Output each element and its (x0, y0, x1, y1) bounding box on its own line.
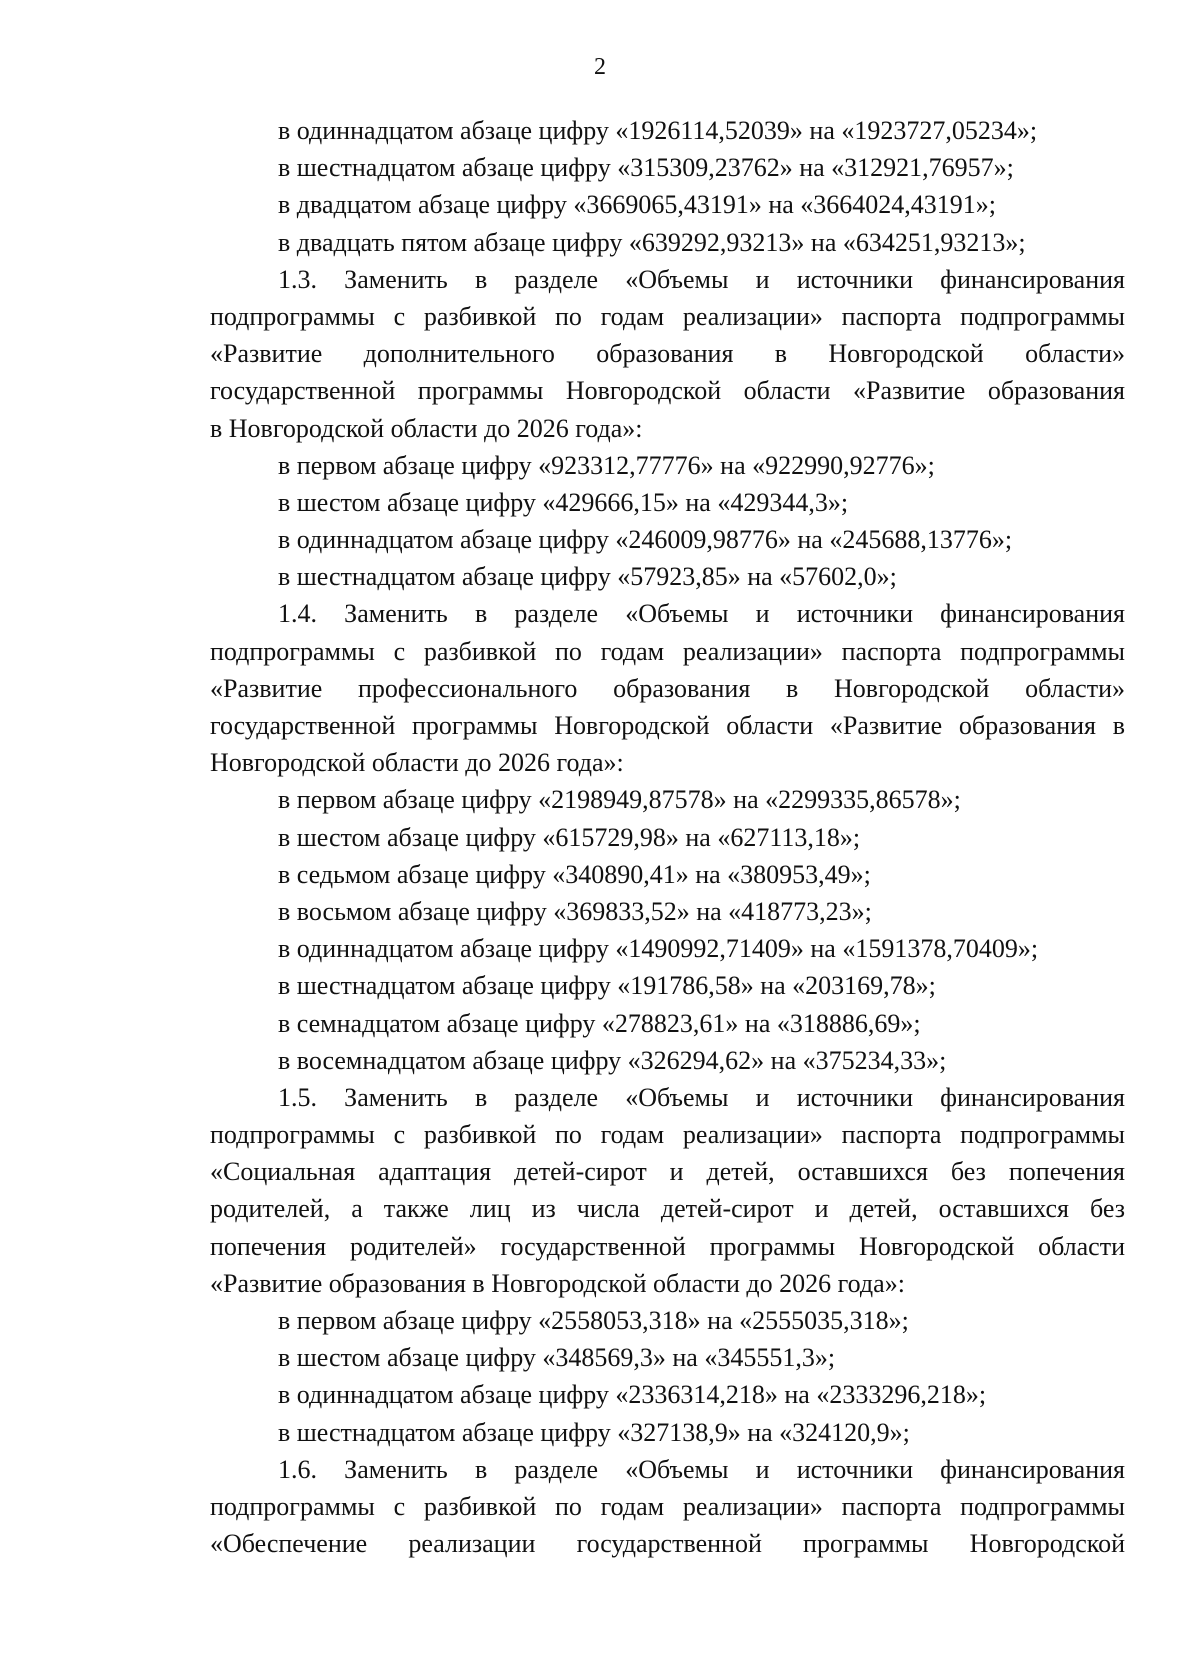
text-line: в одиннадцатом абзаце цифру «246009,98776» на «245688,13776»; (278, 525, 1013, 555)
paragraph-heading-line: 1.4. Заменить в разделе «Объемы и источники финансирования (278, 599, 1125, 629)
text-line: «Обеспечение реализации государственной программы Новгородской (210, 1529, 1125, 1559)
text-line: попечения родителей» государственной программы Новгородской области (210, 1231, 1125, 1261)
text-line: в первом абзаце цифру «923312,77776» на «922990,92776»; (278, 450, 935, 480)
text-line: в восьмом абзаце цифру «369833,52» на «418773,23»; (278, 896, 872, 926)
text-line: в одиннадцатом абзаце цифру «2336314,218» на «2333296,218»; (278, 1380, 987, 1410)
text-line: подпрограммы с разбивкой по годам реализации» паспорта подпрограммы (210, 1120, 1125, 1150)
text-line: подпрограммы с разбивкой по годам реализации» паспорта подпрограммы (210, 1491, 1125, 1521)
text-line: подпрограммы с разбивкой по годам реализации» паспорта подпрограммы (210, 636, 1125, 666)
text-line: в шестнадцатом абзаце цифру «327138,9» на «324120,9»; (278, 1417, 910, 1447)
text-line: «Социальная адаптация детей-сирот и детей, оставшихся без попечения (210, 1157, 1125, 1187)
text-line: в шестнадцатом абзаце цифру «315309,23762» на «312921,76957»; (278, 153, 1014, 183)
text-line: «Развитие дополнительного образования в Новгородской области» (210, 339, 1125, 369)
text-line: в шестнадцатом абзаце цифру «191786,58» на «203169,78»; (278, 971, 936, 1001)
text-line: Новгородской области до 2026 года»: (210, 748, 624, 778)
text-line: в семнадцатом абзаце цифру «278823,61» на «318886,69»; (278, 1008, 921, 1038)
text-line: в шестом абзаце цифру «429666,15» на «429344,3»; (278, 487, 849, 517)
page-number: 2 (594, 54, 606, 80)
text-line: «Развитие образования в Новгородской области до 2026 года»: (210, 1268, 905, 1298)
text-line: в седьмом абзаце цифру «340890,41» на «380953,49»; (278, 859, 871, 889)
text-line: в одиннадцатом абзаце цифру «1926114,52039» на «1923727,05234»; (278, 116, 1038, 145)
text-line: в шестом абзаце цифру «348569,3» на «345551,3»; (278, 1343, 836, 1373)
text-line: в шестом абзаце цифру «615729,98» на «627113,18»; (278, 822, 861, 852)
text-line: в Новгородской области до 2026 года»: (210, 413, 643, 443)
text-line: в первом абзаце цифру «2558053,318» на «2555035,318»; (278, 1306, 909, 1335)
text-line: государственной программы Новгородской области «Развитие образования в (210, 711, 1125, 740)
text-line: в одиннадцатом абзаце цифру «1490992,71409» на «1591378,70409»; (278, 934, 1039, 964)
text-line: родителей, а также лиц из числа детей-сирот и детей, оставшихся без (210, 1194, 1125, 1224)
paragraph-heading-line: 1.6. Заменить в разделе «Объемы и источники финансирования (278, 1454, 1125, 1484)
text-line: в шестнадцатом абзаце цифру «57923,85» на «57602,0»; (278, 562, 897, 592)
text-line: подпрограммы с разбивкой по годам реализации» паспорта подпрограммы (210, 301, 1125, 331)
text-line: государственной программы Новгородской области «Развитие образования (210, 376, 1125, 406)
text-line: в восемнадцатом абзаце цифру «326294,62» на «375234,33»; (278, 1045, 947, 1075)
text-line: в двадцатом абзаце цифру «3669065,43191» на «3664024,43191»; (278, 190, 997, 220)
text-line: в первом абзаце цифру «2198949,87578» на «2299335,86578»; (278, 785, 961, 815)
paragraph-heading-line: 1.5. Заменить в разделе «Объемы и источники финансирования (278, 1082, 1125, 1112)
text-line: в двадцать пятом абзаце цифру «639292,93213» на «634251,93213»; (278, 227, 1026, 257)
document-body (210, 112, 1125, 1562)
text-line: «Развитие профессионального образования в Новгородской области» (210, 673, 1125, 703)
paragraph-heading-line: 1.3. Заменить в разделе «Объемы и источники финансирования (278, 264, 1125, 294)
